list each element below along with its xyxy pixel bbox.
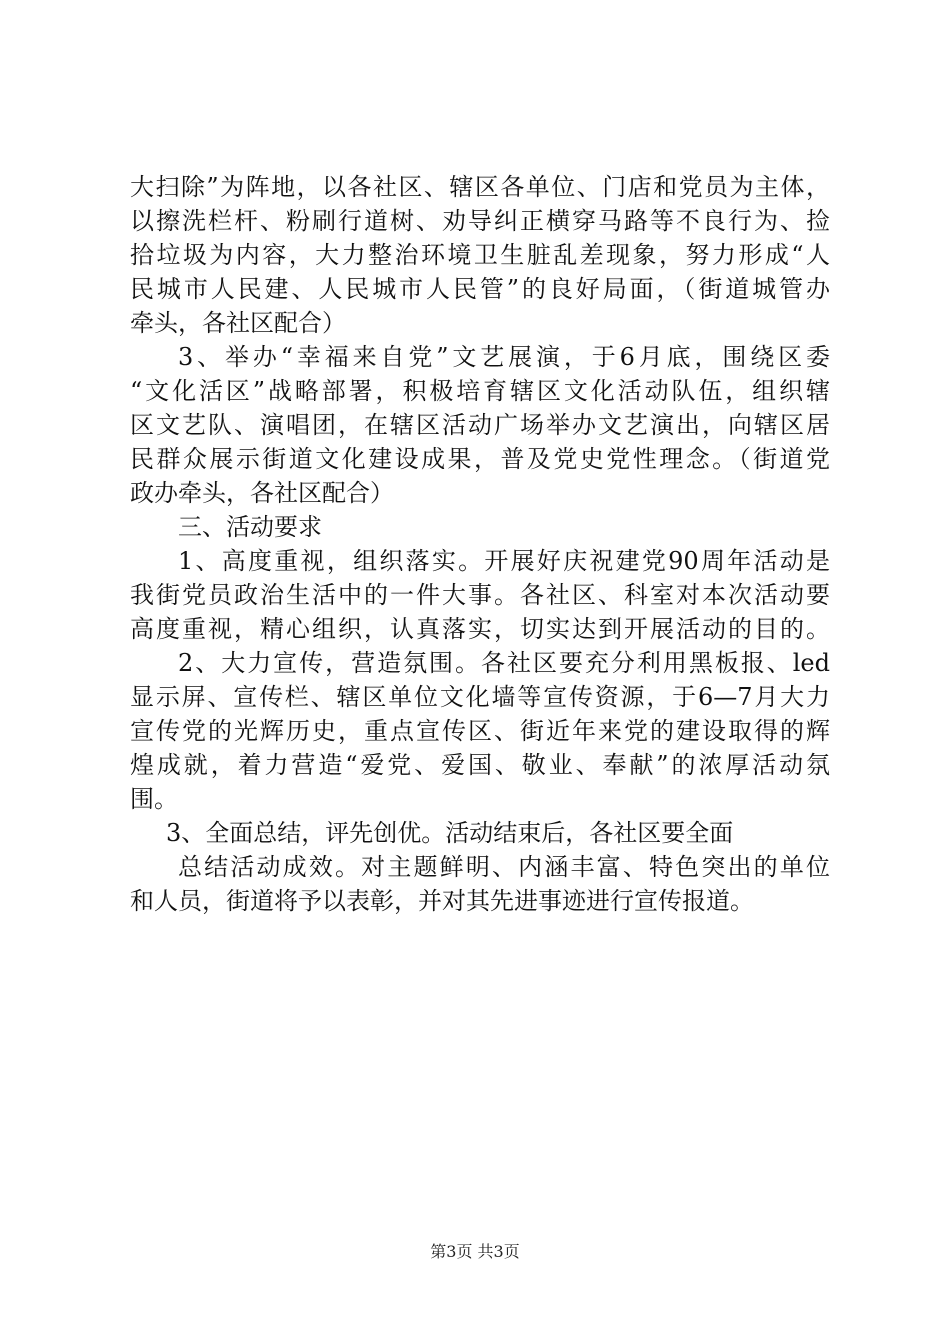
text-line: 民城市人民建、人民城市人民管”的良好局面，（街道城管办 <box>130 275 830 303</box>
text-line: 1、高度重视，组织落实。开展好庆祝建党90周年活动是 <box>178 547 830 575</box>
text-line: 2、大力宣传，营造氛围。各社区要充分利用黑板报、led <box>178 649 830 677</box>
text-line: 3、举办“幸福来自党”文艺展演，于6月底，围绕区委 <box>178 343 830 371</box>
text-line: 政办牵头，各社区配合） <box>130 479 394 507</box>
text-line: 总结活动成效。对主题鲜明、内涵丰富、特色突出的单位 <box>178 853 830 881</box>
text-line: 我街党员政治生活中的一件大事。各社区、科室对本次活动要 <box>130 581 830 609</box>
section-heading: 三、活动要求 <box>178 513 322 541</box>
text-line: 大扫除”为阵地，以各社区、辖区各单位、门店和党员为主体， <box>130 173 830 201</box>
text-line: 牵头，各社区配合） <box>130 309 346 337</box>
page-footer: 第3页 共3页 <box>430 1242 520 1261</box>
text-line: 高度重视，精心组织，认真落实，切实达到开展活动的目的。 <box>130 615 830 643</box>
text-line: “文化活区”战略部署，积极培育辖区文化活动队伍，组织辖 <box>130 377 830 405</box>
text-line: 宣传党的光辉历史，重点宣传区、街近年来党的建设取得的辉 <box>130 717 830 745</box>
text-line: 区文艺队、演唱团，在辖区活动广场举办文艺演出，向辖区居 <box>130 411 830 439</box>
text-line: 拾垃圾为内容，大力整治环境卫生脏乱差现象，努力形成“人 <box>130 241 830 269</box>
text-line: 民群众展示街道文化建设成果，普及党史党性理念。（街道党 <box>130 445 830 473</box>
text-line: 和人员，街道将予以表彰，并对其先进事迹进行宣传报道。 <box>130 887 754 915</box>
text-line: 显示屏、宣传栏、辖区单位文化墙等宣传资源，于6—7月大力 <box>130 683 830 711</box>
text-line: 煌成就，着力营造“爱党、爱国、敬业、奉献”的浓厚活动氛 <box>130 751 830 779</box>
text-line: 3、全面总结，评先创优。活动结束后，各社区要全面 <box>166 819 734 847</box>
text-line: 围。 <box>130 785 178 813</box>
text-line: 以擦洗栏杆、粉刷行道树、劝导纠正横穿马路等不良行为、捡 <box>130 207 830 235</box>
document-body <box>130 170 830 918</box>
